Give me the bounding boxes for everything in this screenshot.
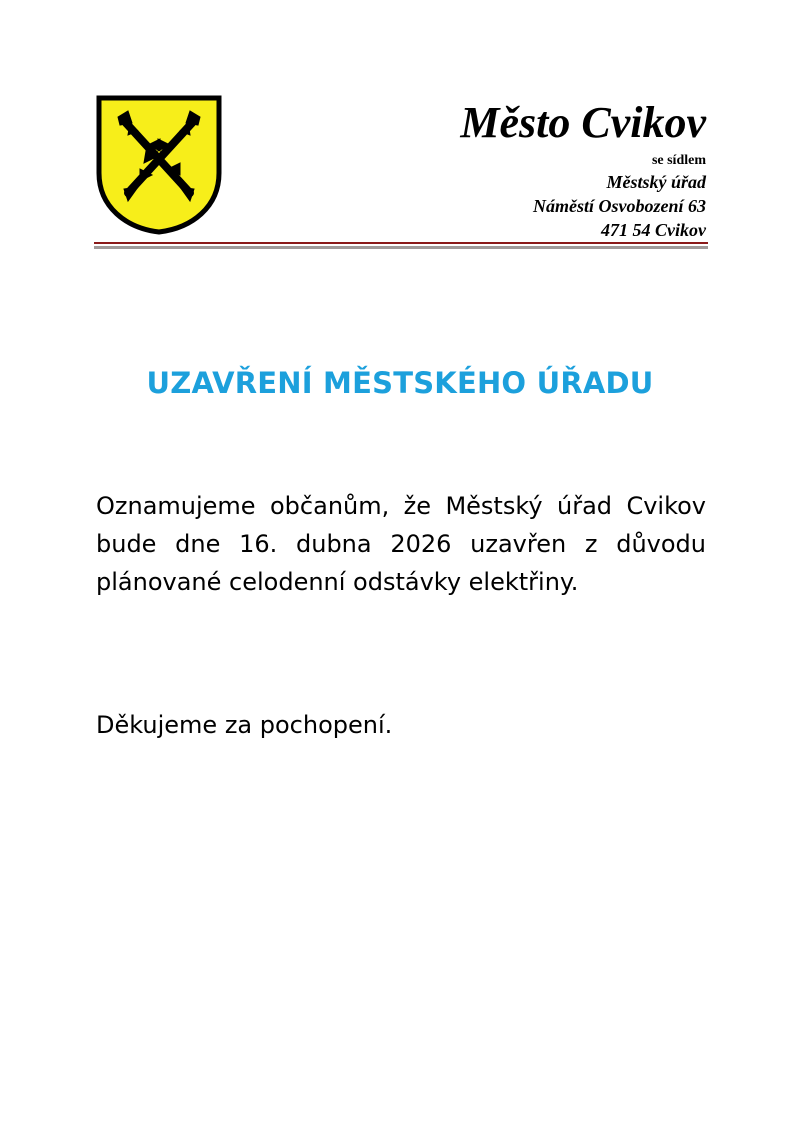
notice-title: UZAVŘENÍ MĚSTSKÉHO ÚŘADU <box>146 366 654 400</box>
address-postcode-city: 471 54 Cvikov <box>601 220 706 240</box>
address-office: Městský úřad <box>606 172 706 192</box>
coat-of-arms-crossed-branches-icon <box>96 95 222 235</box>
address-street: Náměstí Osvobození 63 <box>533 196 706 216</box>
header-divider-bottom <box>94 246 708 249</box>
header-divider-top <box>94 242 708 244</box>
notice-body: Oznamujeme občanům, že Městský úřad Cvikov bude dne 16. dubna 2026 uzavřen z důvodu plánované celodenní odstávky elektřiny. <box>96 492 706 596</box>
seat-label: se sídlem <box>651 153 706 168</box>
notice-closing: Děkujeme za pochopení. <box>96 711 393 739</box>
town-name: Město Cvikov <box>460 98 706 147</box>
letterhead <box>286 96 706 242</box>
